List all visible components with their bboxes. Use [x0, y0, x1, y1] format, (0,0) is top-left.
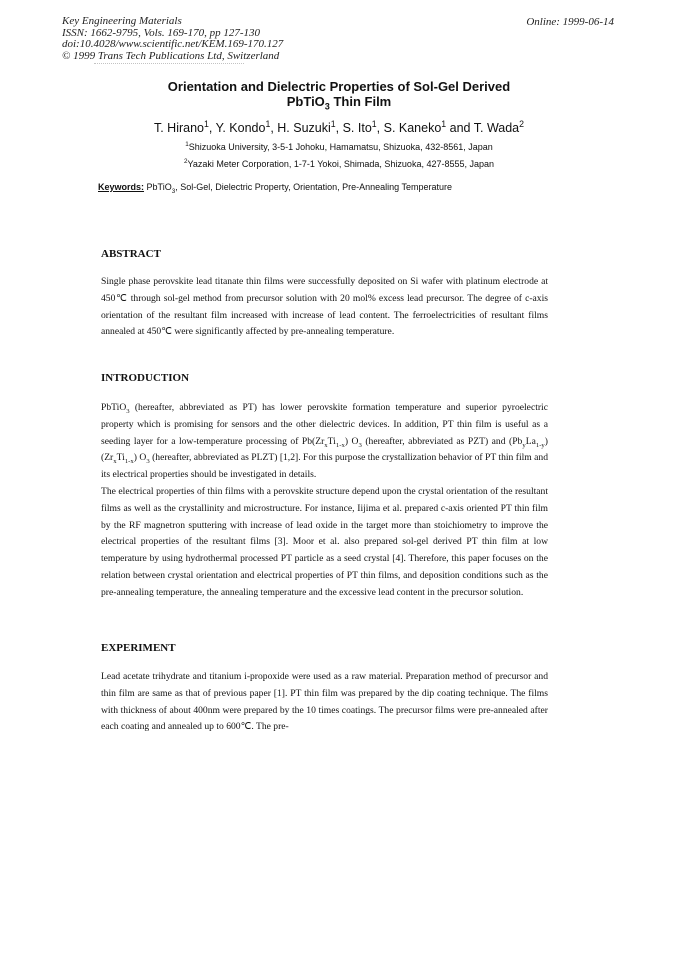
keywords: Keywords: PbTiO$_3$, Sol-Gel, Dielectric Property, Orientation, Pre-Annealing Temperature [98, 182, 453, 195]
affiliation-2: $^2$Yazaki Meter Corporation, 1-7-1 Yokoi, Shimada, Shizuoka, 427-8555, Japan [183, 158, 495, 169]
faint-scan-artifact [94, 59, 244, 64]
author: H. Suzuki$^1$, [277, 118, 343, 135]
abstract-text: Single phase perovskite lead titanate thin films were successfully deposited on Si wafer with platinum electrode at 450℃ through sol-gel method from precursor solution with 20 mol% excess lead precursor. The degree of c-axis orientation of the resultant film increased with increase of lead content. The ferroelectricities of resultant films annealed at 450℃ were significantly affected by pre-annealing temperature. [101, 276, 548, 338]
journal-name: Key Engineering Materials [62, 15, 182, 27]
journal-header [62, 16, 283, 62]
experiment-heading: EXPERIMENT [101, 642, 176, 654]
intro-paragraph-1: PbTiO$_3$ (hereafter, abbreviated as PT) has lower perovskite formation temperature and superior pyroelectric property which is promising for sensors and the other dielectric devices. In addition, PT thin film is useful as a seeding layer for a low-temperature processing of $Pb(Zr_xTi_{1-x})$ $O_3$ (hereafter, abbreviated as PZT) and $(Pb_yLa_{1-y})$ $(Zr_xTi_{1-x})$ $O_3$ (hereafter, abbreviated as PLZT) [1,2]. For this purpose the crystallization behavior of PT thin film and its electrical properties should be investigated in details. [101, 402, 548, 481]
author-list [0, 118, 678, 135]
title-line-2: PbTiO$_3$ Thin Film [286, 94, 392, 112]
author: T. Wada$^2$ [473, 118, 525, 135]
experiment-text: Lead acetate trihydrate and titanium i-propoxide were used as a raw material. Preparation method of precursor and thin film are same as that of previous paper [1]. PT thin film was prepared by the dip coating technique. The films with thickness of about 400nm were prepared by the 10 times coatings. The precursor films were pre-annealed after each coating and annealed up to 600℃. The pre- [101, 671, 548, 733]
introduction-text [101, 400, 548, 602]
author: T. Hirano$^1$, [153, 118, 216, 135]
online-date: Online: 1999-06-14 [526, 16, 614, 28]
intro-paragraph-2: The electrical properties of thin films with a perovskite structure depend upon the crystal orientation of the resultant films as well as the crystallinity and microstructure. For instance, Iijima et al. prepared c-axis oriented PT thin film by the RF magnetron sputtering with increase of lead oxide in the target more than stoichiometry to improve the electrical properties of the resultant films [3]. Moor et al. also prepared sol-gel derived PT thin film at low temperature by using hydrothermal processed PT particle as a seed crystal [4]. Therefore, this paper focuses on the relation between crystal orientation and electrical properties of PT thin films, and deposition conditions such as the pre-annealing temperature, the annealing temperature and the excessive lead content in the precursor solution. [101, 485, 548, 598]
keywords-label: Keywords: [98, 182, 145, 192]
author: S. Ito$^1$, [342, 118, 384, 135]
author: Y. Kondo$^1$, [215, 118, 278, 135]
author: S. Kaneko$^1$ and [383, 118, 474, 135]
copyright-line: © 1999 Trans Tech Publications Ltd, Switzerland [62, 49, 280, 62]
title-line-1: Orientation and Dielectric Properties of Sol-Gel Derived [167, 79, 511, 94]
paper-title [0, 79, 678, 112]
introduction-heading: INTRODUCTION [101, 372, 190, 384]
abstract-heading: ABSTRACT [101, 248, 161, 260]
doi-line: doi:10.4028/www.scientific.net/KEM.169-170.127 [62, 38, 284, 50]
affiliation-1: $^1$Shizuoka University, 3-5-1 Johoku, Hamamatsu, Shizuoka, 432-8561, Japan [185, 141, 493, 152]
issn-line: ISSN: 1662-9795, Vols. 169-170, pp 127-130 [62, 26, 260, 39]
